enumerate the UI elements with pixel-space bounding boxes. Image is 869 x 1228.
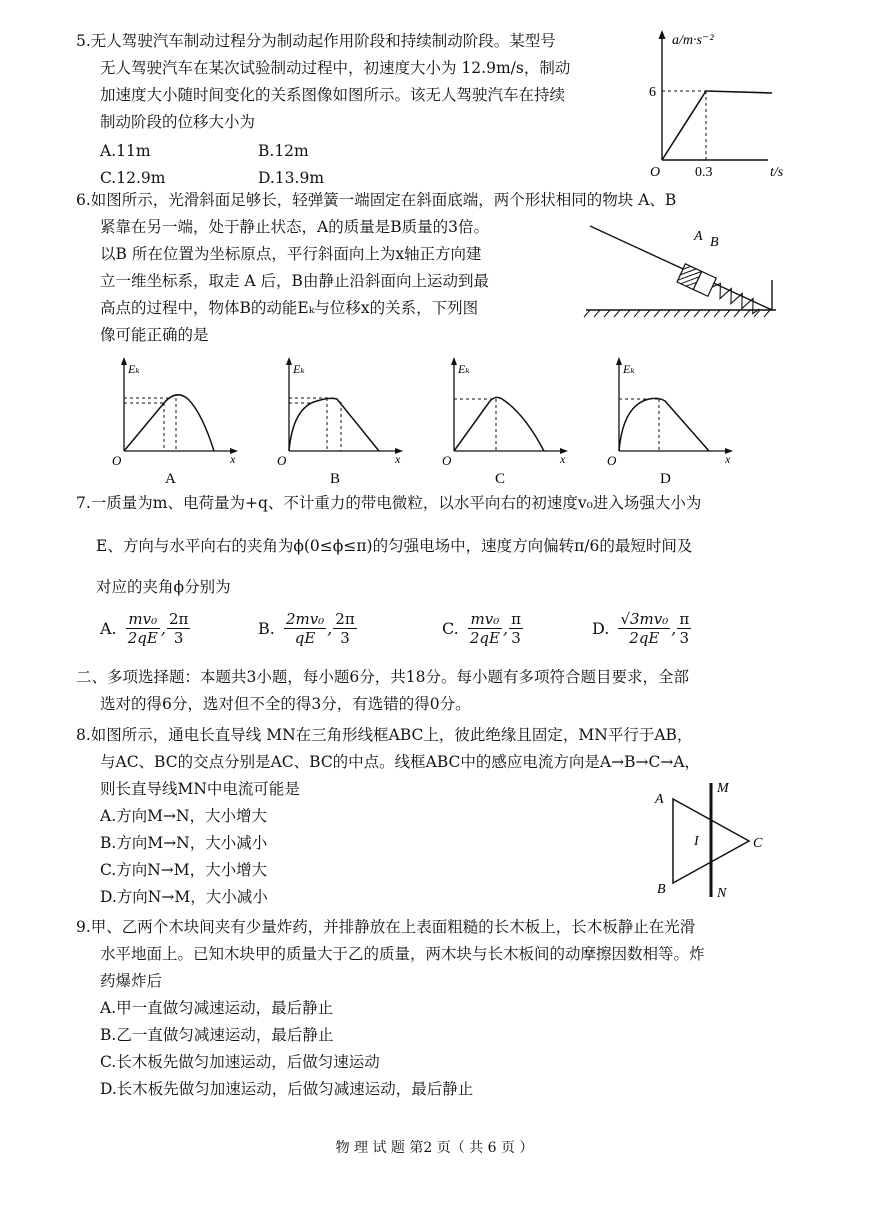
q6-graph-d-curve [619,398,709,451]
q6-graph-b-arrow-icon [286,357,292,365]
q5-option-b: B.12m [258,142,309,160]
q5-origin: O [650,165,661,178]
q5-acceleration-graph [640,28,800,178]
q6-label-a: A [694,229,703,244]
q6-ground-hatching [584,310,770,317]
section-2-line-2: 选对的得6分，选对但不全的得3分，有选错的得0分。 [100,695,471,713]
q6-graph-c-curve [454,397,544,451]
q6-graph-d [605,355,745,487]
q5-constant-line [706,91,772,93]
q5-line-1: 5.无人驾驶汽车制动过程分为制动起作用阶段和持续制动阶段。某型号 [76,32,556,50]
q6-graph-c-letter: C [495,471,506,487]
q6-graph-a-origin: O [112,453,122,468]
q9-line-3: 药爆炸后 [100,972,163,990]
q5-ramp-line [662,91,706,160]
q5-option-d: D.13.9m [258,169,325,187]
q8-label-c: C [753,836,763,851]
section-2-line-1: 二、多项选择题：本题共3小题，每小题6分，共18分。每小题有多项符合题目要求，全部 [76,668,689,686]
q5-y-label: a/m·s⁻² [672,33,714,48]
q6-graph-a-ylabel: Eₖ [128,362,140,376]
q9-line-1: 9.甲、乙两个木块间夹有少量炸药，并排静放在上表面粗糙的长木板上，长木板静止在光滑 [76,918,696,936]
q6-graph-a-letter: A [165,471,176,487]
q5-option-c: C.12.9m [100,169,166,187]
q6-graph-a-arrow-icon [121,357,127,365]
q9-option-c: C.长木板先做匀加速运动，后做匀速运动 [100,1053,380,1071]
q9-option-b: B.乙一直做匀减速运动，最后静止 [100,1026,334,1044]
q6-graph-c-arrow-icon [451,357,457,365]
q5-line-2: 无人驾驶汽车在某次试验制动过程中，初速度大小为 12.9m/s，制动 [100,59,571,77]
q6-graph-d-xlabel: x [725,452,731,466]
q6-incline-surface [590,226,772,310]
q6-line-1: 6.如图所示，光滑斜面足够长，轻弹簧一端固定在斜面底端，两个形状相同的物块 A、B [76,191,677,209]
q8-label-i: I [694,834,699,849]
q5-y-tick: 6 [649,85,656,100]
q8-triangle-figure [645,775,775,905]
q5-line-3: 加速度大小随时间变化的关系图像如图所示。该无人驾驶汽车在持续 [100,86,566,104]
q6-line-6: 像可能正确的是 [100,326,209,344]
page-footer: 物 理 试 题 第2 页（ 共 6 页 ） [335,1140,534,1156]
q6-graph-d-letter: D [660,471,671,487]
q6-graph-a [110,355,250,487]
q8-line-3: 则长直导线MN中电流可能是 [100,780,300,798]
q5-x-tick: 0.3 [695,165,713,178]
q6-graph-c-xlabel: x [560,452,566,466]
q7-option-d: D. $\frac{\text{√3mv₀}}{2qE}$ , $\frac{\pi}{3}$ [592,610,690,647]
q8-option-d: D.方向N→M，大小减小 [100,888,268,906]
q6-graph-d-origin: O [607,453,617,468]
q6-graph-c-ylabel: Eₖ [458,362,470,376]
q9-option-d: D.长木板先做匀加速运动，后做匀减速运动，最后静止 [100,1080,474,1098]
q8-line-1: 8.如图所示，通电长直导线 MN在三角形线框ABC上，彼此绝缘且固定，MN平行于AB， [76,726,693,744]
q8-label-m: M [717,781,729,796]
q6-line-5: 高点的过程中，物体B的动能Eₖ与位移x的关系，下列图 [100,299,479,317]
q6-line-4: 立一维坐标系，取走 A 后，B由静止沿斜面向上运动到最 [100,272,489,290]
q6-graph-b [275,355,415,487]
q6-graph-c [440,355,580,487]
q8-line-2: 与AC、BC的交点分别是AC、BC的中点。线框ABC中的感应电流方向是A→B→C→A， [100,753,701,771]
q9-option-a: A.甲一直做匀减速运动，最后静止 [100,999,334,1017]
q6-incline-figure [582,222,782,322]
q6-graph-d-ylabel: Eₖ [623,362,635,376]
q8-label-b: B [657,882,666,897]
q8-label-n: N [717,886,727,901]
q5-line-4: 制动阶段的位移大小为 [100,113,256,131]
q5-x-label: t/s [770,165,784,178]
q7-line-2: E、方向与水平向右的夹角为ϕ(0≤ϕ≤π)的匀强电场中，速度方向偏转π/6的最短时间及 [96,537,693,555]
q6-graph-b-xlabel: x [395,452,401,466]
q8-option-b: B.方向M→N，大小减小 [100,834,268,852]
q7-line-1: 7.一质量为m、电荷量为+q、不计重力的带电微粒，以水平向右的初速度v₀进入场强大小为 [76,494,702,512]
q7-option-b: B. $\frac{\text{2mv₀}}{qE}$ , $\frac{2\pi}{3}$ [258,610,355,647]
q6-graph-d-arrow-icon [616,357,622,365]
q6-graph-b-curve [289,398,379,451]
q6-label-b: B [710,235,719,250]
q6-graph-c-origin: O [442,453,452,468]
q8-label-a: A [655,792,664,807]
q5-option-a: A.11m [100,142,151,160]
q6-line-2: 紧靠在另一端，处于静止状态，A的质量是B质量的3倍。 [100,218,489,236]
q7-line-3: 对应的夹角ϕ分别为 [96,578,231,596]
q7-option-c: C. $\frac{\text{mv₀}}{2qE}$ , $\frac{\pi}{3}$ [442,610,521,647]
q7-option-a: A. $\frac{\text{mv₀}}{2qE}$ , $\frac{2\pi}{3}$ [100,610,189,647]
q8-option-a: A.方向M→N，大小增大 [100,807,268,825]
q5-y-arrow-icon [659,30,666,39]
q6-line-3: 以B 所在位置为坐标原点，平行斜面向上为x轴正方向建 [100,245,482,263]
q6-graph-b-letter: B [330,471,341,487]
q6-graph-a-xlabel: x [230,452,236,466]
q6-graph-b-origin: O [277,453,287,468]
q9-line-2: 水平地面上。已知木块甲的质量大于乙的质量，两木块与长木板间的动摩擦因数相等。炸 [100,945,705,963]
q6-graph-b-ylabel: Eₖ [293,362,305,376]
q8-option-c: C.方向N→M，大小增大 [100,861,268,879]
